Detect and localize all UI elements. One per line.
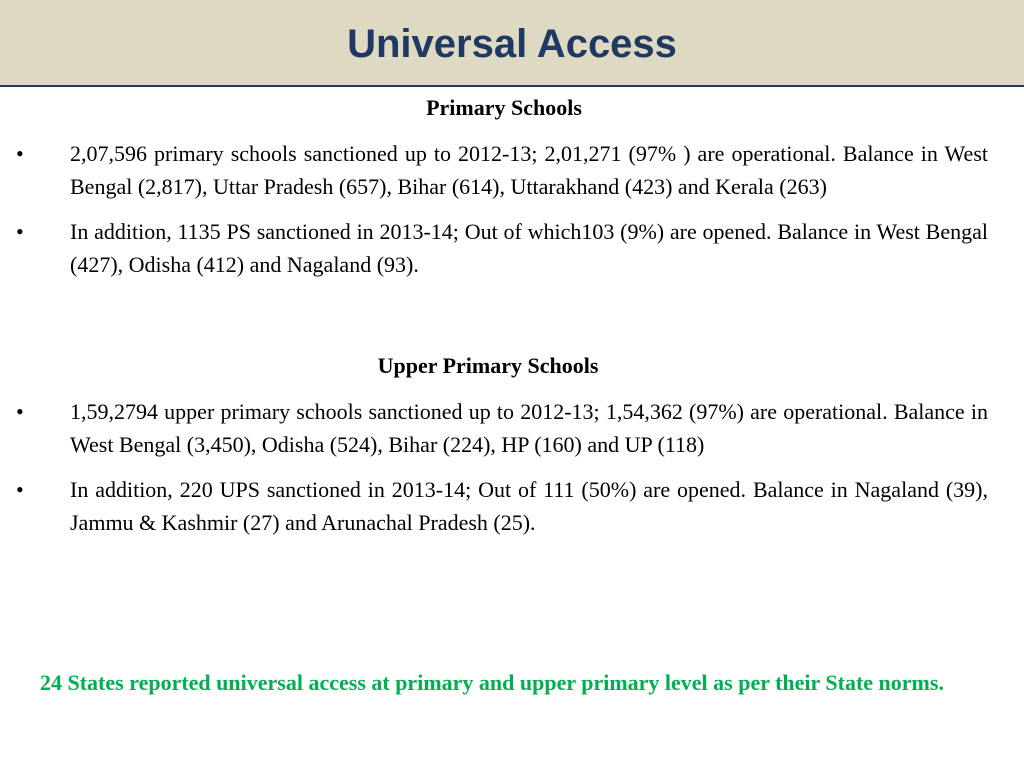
title-bar <box>0 0 1024 87</box>
bullet-text: In addition, 220 UPS sanctioned in 2013-14; Out of 111 (50%) are opened. Balance in Nagaland (39), Jammu & Kashmir (27) and Arunachal Pradesh (25). <box>70 477 988 535</box>
list-item <box>0 137 1024 203</box>
conclusion-statement: 24 States reported universal access at primary and upper primary level as per their State norms. <box>40 670 944 695</box>
primary-schools-heading: Primary Schools <box>426 95 582 120</box>
upper-primary-schools-heading: Upper Primary Schools <box>377 353 599 378</box>
bullet-icon: • <box>16 399 24 424</box>
bullet-text: 2,07,596 primary schools sanctioned up to 2012-13; 2,01,271 (97% ) are operational. Balance in West Bengal (2,817), Uttar Pradesh (657), Bihar (614), Uttarakhand (423) and Kerala (263) <box>70 141 988 199</box>
slide-title: Universal Access <box>347 22 677 66</box>
list-item <box>0 395 1024 461</box>
bullet-icon: • <box>16 141 24 166</box>
bullet-icon: • <box>16 477 24 502</box>
primary-schools-list <box>0 137 1024 293</box>
list-item <box>0 473 1024 539</box>
bullet-text: In addition, 1135 PS sanctioned in 2013-14; Out of which103 (9%) are opened. Balance in West Bengal (427), Odisha (412) and Nagaland (93). <box>70 219 988 277</box>
bullet-text: 1,59,2794 upper primary schools sanctioned up to 2012-13; 1,54,362 (97%) are operational. Balance in West Bengal (3,450), Odisha (524), Bihar (224), HP (160) and UP (118) <box>70 399 988 457</box>
list-item <box>0 215 1024 281</box>
upper-primary-schools-list <box>0 395 1024 551</box>
bullet-icon: • <box>16 219 24 244</box>
